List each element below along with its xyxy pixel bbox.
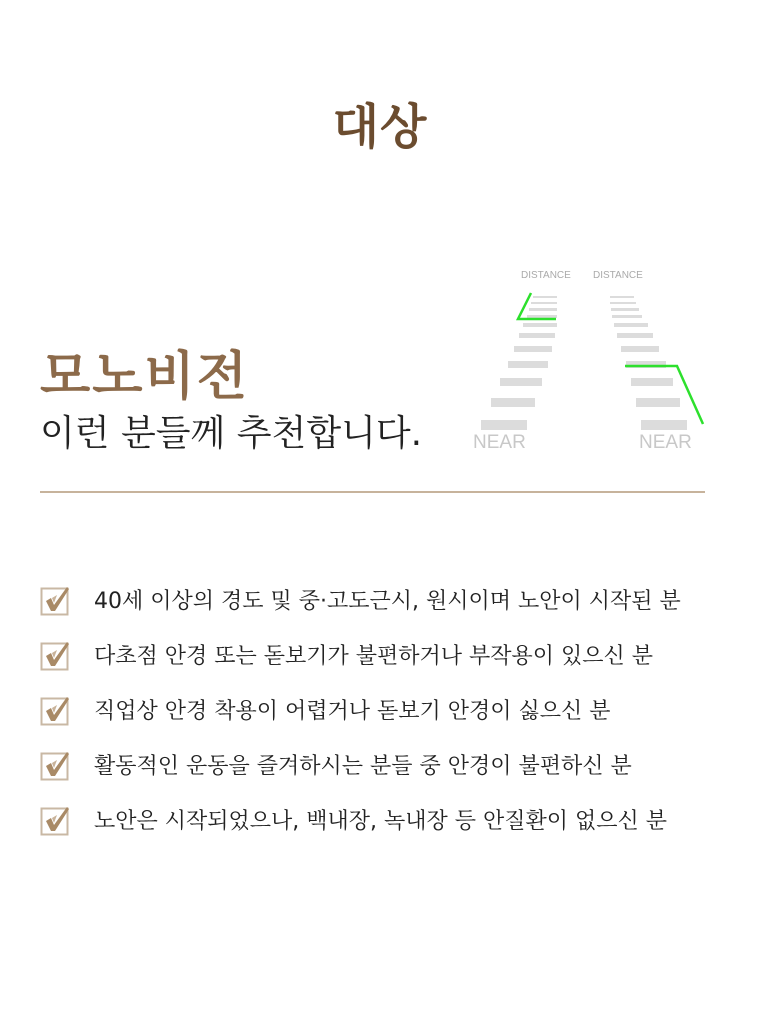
monovision-diagram — [465, 262, 715, 462]
list-item — [40, 627, 681, 682]
recommendation-list — [40, 572, 681, 847]
product-name: 모노비전 — [40, 347, 249, 407]
list-item-text: 노안은 시작되었으나, 백내장, 녹내장 등 안질환이 없으신 분 — [94, 809, 667, 834]
list-item-text: 다초점 안경 또는 돋보기가 불편하거나 부작용이 있으신 분 — [94, 644, 654, 669]
list-item-text: 40세 이상의 경도 및 중·고도근시, 원시이며 노안이 시작된 분 — [94, 589, 681, 614]
checkbox-checked-icon — [40, 639, 72, 671]
checkbox-checked-icon — [40, 749, 72, 781]
right-near-highlight — [625, 366, 703, 424]
product-subtitle: 이런 분들께 추천합니다. — [40, 413, 423, 454]
left-distance-label: DISTANCE — [521, 270, 571, 281]
list-item-text: 직업상 안경 착용이 어렵거나 돋보기 안경이 싫으신 분 — [94, 699, 611, 724]
list-item — [40, 737, 681, 792]
left-near-label: NEAR — [473, 432, 526, 453]
section-divider — [40, 491, 705, 493]
checkbox-checked-icon — [40, 584, 72, 616]
list-item-text: 활동적인 운동을 즐겨하시는 분들 중 안경이 불편하신 분 — [94, 754, 632, 779]
list-item — [40, 792, 681, 847]
right-distance-label: DISTANCE — [593, 270, 643, 281]
right-eye-chart — [610, 296, 687, 430]
section-title: 대상 — [332, 99, 428, 155]
list-item — [40, 682, 681, 737]
list-item — [40, 572, 681, 627]
checkbox-checked-icon — [40, 804, 72, 836]
checkbox-checked-icon — [40, 694, 72, 726]
right-near-label: NEAR — [639, 432, 692, 453]
